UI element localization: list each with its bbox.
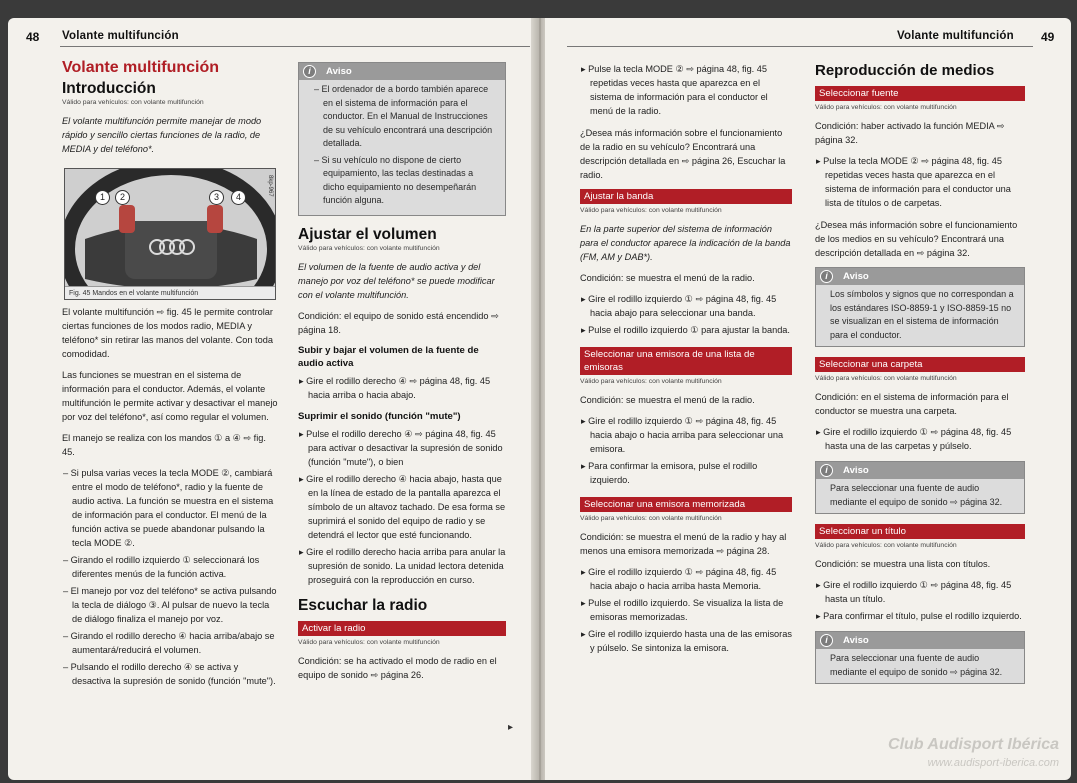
section-bar: Seleccionar un título <box>815 524 1025 539</box>
left-page <box>8 18 535 780</box>
figure-code: 8kp-967 <box>267 175 273 197</box>
chapter-title: Volante multifunción <box>62 59 220 76</box>
valid-note: Válido para vehículos: con volante multifunción <box>580 207 722 214</box>
left-column-2 <box>298 62 506 689</box>
running-header-left: Volante multifunción <box>62 30 179 42</box>
valid-note: Válido para vehículos: con volante multifunción <box>62 99 204 106</box>
continue-arrow: ▸ <box>508 722 514 733</box>
section-bar: Seleccionar una emisora de una lista de emisoras <box>580 347 792 375</box>
watermark: Club Audisport Ibérica www.audisport-iberica.com <box>888 736 1059 769</box>
condition: Condición: se muestra el menú de la radio. <box>580 273 755 283</box>
aviso-text: Para seleccionar una fuente de audio mediante el equipo de sonido ⇨ página 32. <box>830 653 1003 677</box>
aviso-box: i Aviso Los símbolos y signos que no correspondan a los estándares ISO-8859-1 y ISO-8859-15 no se visualizan en el sistema de información para el conductor. <box>815 267 1025 347</box>
condition: Condición: en el sistema de información para el conductor se muestra una carpeta. <box>815 392 1009 416</box>
right-page <box>545 18 1071 780</box>
page-number-right: 49 <box>1041 30 1055 44</box>
section-bar: Seleccionar fuente <box>815 86 1025 101</box>
list-item: ▸ Gire el rodillo izquierdo ① ⇨ página 48, fig. 45 hacia abajo o hacia arriba para seleccionar una emisora. <box>581 416 784 454</box>
callout-4: 4 <box>231 187 246 205</box>
condition: Condición: se ha activado el modo de radio en el equipo de sonido ⇨ página 26. <box>298 655 497 680</box>
info-icon: i <box>820 634 833 647</box>
section-title-radio: Escuchar la radio <box>298 596 428 614</box>
callout-3: 3 <box>209 187 224 205</box>
subheading: Suprimir el sonido (función "mute") <box>298 410 461 422</box>
right-column-2 <box>815 62 1025 684</box>
list-item: ▸ Gire el rodillo izquierdo ① ⇨ página 48, fig. 45 hacia abajo o hacia arriba hasta Memoria. <box>581 567 777 591</box>
section-bar: Seleccionar una carpeta <box>815 357 1025 372</box>
aviso-box: i Aviso Para seleccionar una fuente de audio mediante el equipo de sonido ⇨ página 32. <box>815 461 1025 514</box>
section-bar: Activar la radio <box>298 621 506 636</box>
list-item: ▸ Pulse el rodillo izquierdo ① para ajustar la banda. <box>581 325 790 335</box>
steering-wheel-figure <box>64 168 276 300</box>
list-item: ▸ Para confirmar la emisora, pulse el rodillo izquierdo. <box>581 461 758 485</box>
list-item: ▸ Gire el rodillo derecho ④ ⇨ página 48, fig. 45 hacia arriba o hacia abajo. <box>299 375 491 400</box>
figure-caption: Fig. 45 Mandos en el volante multifunción <box>65 286 275 299</box>
list-item: ▸ Gire el rodillo izquierdo hasta una de las emisoras y púlselo. Se sintoniza la emisora. <box>581 629 792 653</box>
valid-note: Válido para vehículos: con volante multifunción <box>815 542 957 549</box>
paragraph: Las funciones se muestran en el sistema de información para el conductor. Además, el volante multifunción le permite activar y desactivar el manejo por voz del teléfono*, así como regular el volumen. <box>62 370 278 422</box>
valid-note: Válido para vehículos: con volante multifunción <box>815 104 957 111</box>
paragraph: ¿Desea más información sobre el funcionamiento de los medios en su vehículo? Encontrará una descripción detallada en ⇨ página 32. <box>815 220 1018 258</box>
paragraph: ¿Desea más información sobre el funcionamiento de la radio en su vehículo? Encontrará una descripción detallada en ⇨ página 26, Escuchar la radio. <box>580 128 786 180</box>
section-title-medios: Reproducción de medios <box>815 62 995 79</box>
section-bar: Seleccionar una emisora memorizada <box>580 497 792 512</box>
aviso-text: Los símbolos y signos que no correspondan a los estándares ISO-8859-1 y ISO-8859-15 no se visualizan en el sistema de información para el conductor. <box>830 289 1014 340</box>
condition: Condición: se muestra el menú de la radio y hay al menos una emisora memorizada ⇨ página 28. <box>580 532 787 556</box>
list-item: ▸ Pulse el rodillo derecho ④ ⇨ página 48, fig. 45 para activar o desactivar la supresión de sonido (función "mute"), o bien <box>299 428 503 467</box>
list-item: – Si su vehículo no dispone de cierto equipamiento, las teclas destinadas a dicho equipamiento no desempeñarán función alguna. <box>314 154 477 205</box>
list-item: – El manejo por voz del teléfono* se activa pulsando la tecla de diálogo ③. Al pulsar de nuevo la tecla de diálogo finaliza el manejo por voz. <box>63 586 277 624</box>
list-item: ▸ Pulse la tecla MODE ② ⇨ página 48, fig. 45 repetidas veces hasta que aparezca en el sistema de información para el conductor el menú de la radio. <box>581 64 768 116</box>
aviso-text: Para seleccionar una fuente de audio mediante el equipo de sonido ⇨ página 32. <box>830 483 1003 507</box>
condition: Condición: haber activado la función MEDIA ⇨ página 32. <box>815 121 1005 145</box>
header-rule <box>60 46 530 47</box>
list-item: ▸ Pulse la tecla MODE ② ⇨ página 48, fig. 45 repetidas veces hasta que aparezca en el sistema de información para el conductor una lista de títulos o de carpetas. <box>816 156 1011 208</box>
list-item: ▸ Gire el rodillo izquierdo ① ⇨ página 48, fig. 45 hasta un título. <box>816 580 1012 604</box>
subheading: Subir y bajar el volumen de la fuente de audio activa <box>298 344 479 369</box>
list-item: ▸ Para confirmar el título, pulse el rodillo izquierdo. <box>816 611 1022 621</box>
header-rule <box>567 46 1033 47</box>
list-item: – El ordenador de a bordo también aparece en el sistema de información para el conductor. En el Manual de Instrucciones de su vehículo encontrará una descripción detallada. <box>314 84 493 148</box>
list-item: ▸ Gire el rodillo derecho ④ hacia abajo, hasta que en la línea de estado de la pantalla aparezca el símbolo de un altavoz tachado. De esa forma se suprimirá el sonido del equipo de radio y se detendrá el lector que esté funcionando. <box>299 473 506 540</box>
valid-note: Válido para vehículos: con volante multifunción <box>580 515 722 522</box>
valid-note: Válido para vehículos: con volante multifunción <box>815 375 957 382</box>
valid-note: Válido para vehículos: con volante multifunción <box>298 244 440 252</box>
list-item: ▸ Pulse el rodillo izquierdo. Se visualiza la lista de emisoras memorizadas. <box>581 598 784 622</box>
list-item: – Girando el rodillo izquierdo ① seleccionará los diferentes menús de la función activa. <box>63 555 260 579</box>
intro-italic: El volante multifunción permite manejar de modo rápido y sencillo ciertas funciones de la radio, de MEDIA y del teléfono*. <box>62 116 262 154</box>
paragraph: El volante multifunción ⇨ fig. 45 le permite controlar ciertas funciones de los modos radio, MEDIA y teléfono* sin retirar las manos del volante. Con toda comodidad. <box>62 307 273 359</box>
italic-paragraph: En la parte superior del sistema de información para el conductor aparece la indicación de la banda (FM, AM y DAB*). <box>580 224 791 262</box>
callout-1: 1 <box>95 187 110 205</box>
list-item: – Girando el rodillo derecho ④ hacia arriba/abajo se aumentará/reducirá el volumen. <box>63 631 275 655</box>
list-item: ▸ Gire el rodillo izquierdo ① ⇨ página 48, fig. 45 hasta una de las carpetas y púlselo. <box>816 427 1012 451</box>
left-column-1 <box>62 58 278 691</box>
page-number-left: 48 <box>26 30 40 44</box>
list-item: – Pulsando el rodillo derecho ④ se activa y desactiva la supresión de sonido (función "mute"). <box>63 662 276 686</box>
right-column-1 <box>580 62 792 658</box>
callout-2: 2 <box>115 187 130 205</box>
paragraph: El manejo se realiza con los mandos ① a ④ ⇨ fig. 45. <box>62 433 266 457</box>
condition: Condición: se muestra el menú de la radio. <box>580 395 755 405</box>
valid-note: Válido para vehículos: con volante multifunción <box>580 378 722 385</box>
condition: Condición: el equipo de sonido está encendido ⇨ página 18. <box>298 310 499 335</box>
info-icon: i <box>820 270 833 283</box>
info-icon: i <box>303 65 316 78</box>
list-item: ▸ Gire el rodillo derecho hacia arriba para anular la supresión de sonido. La unidad lectora detenida proseguirá con la reproducción en curso. <box>299 546 506 585</box>
section-bar: Ajustar la banda <box>580 189 792 204</box>
list-item: – Si pulsa varias veces la tecla MODE ②, cambiará entre el modo de teléfono*, radio y la fuente de audio activa. La función se muestra en el sistema de información para el conductor. El menú de la función activa se puede abandonar pulsando la tecla MODE ②. <box>63 468 274 548</box>
italic-paragraph: El volumen de la fuente de audio activa y del manejo por voz del teléfono* se puede modificar con el volante multifunción. <box>298 261 495 300</box>
section-title-intro: Introducción <box>62 80 156 97</box>
aviso-box: i Aviso Para seleccionar una fuente de audio mediante el equipo de sonido ⇨ página 32. <box>815 631 1025 684</box>
valid-note: Válido para vehículos: con volante multifunción <box>298 638 440 646</box>
running-header-right: Volante multifunción <box>897 30 1014 42</box>
aviso-box: i Aviso – El ordenador de a bordo también aparece en el sistema de información para el conductor. En el Manual de Instrucciones de su vehículo encontrará una descripción detallada. – Si su vehículo no dispone de cierto equipamiento, las teclas destinadas a dicho equipamiento no desempeñarán función alguna. <box>298 62 506 216</box>
info-icon: i <box>820 464 833 477</box>
list-item: ▸ Gire el rodillo izquierdo ① ⇨ página 48, fig. 45 hacia abajo para seleccionar una banda. <box>581 294 777 318</box>
section-title-volumen: Ajustar el volumen <box>298 225 437 243</box>
condition: Condición: se muestra una lista con títulos. <box>815 559 991 569</box>
